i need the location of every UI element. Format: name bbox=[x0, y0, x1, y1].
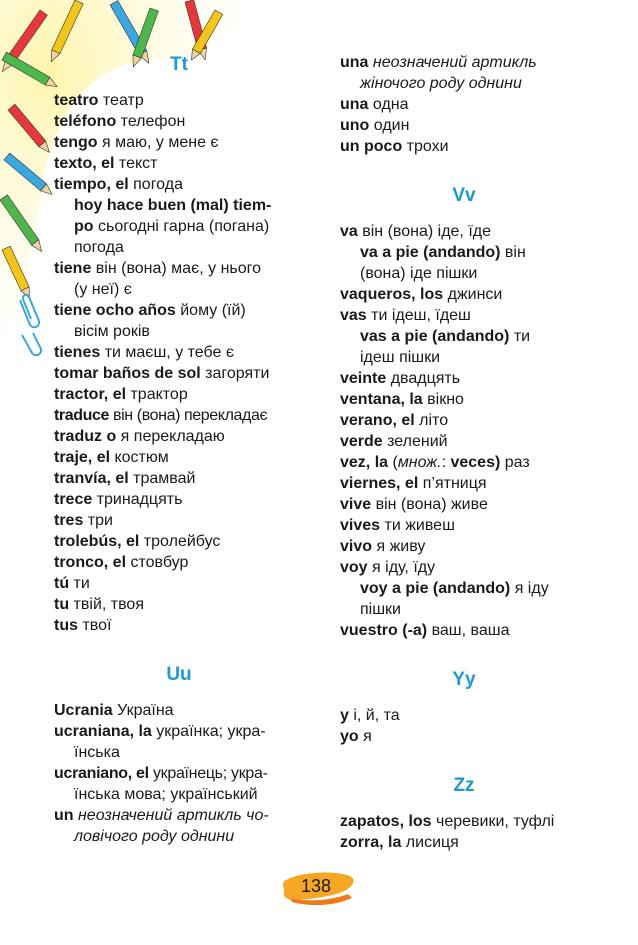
dictionary-subentry-cont: погода bbox=[74, 239, 124, 256]
letter-header-y: Yy bbox=[452, 669, 476, 690]
right-column bbox=[340, 52, 588, 853]
dictionary-entry-cont: їнська bbox=[74, 744, 120, 761]
dictionary-entry: zorra, la лисиця bbox=[340, 834, 459, 851]
dictionary-entry: traje, el костюм bbox=[54, 449, 169, 466]
dictionary-entry: vas ти ідеш, їдеш bbox=[340, 307, 471, 324]
dictionary-entry: tus твої bbox=[54, 617, 112, 634]
dictionary-entry: ventana, la вікно bbox=[340, 391, 464, 408]
dictionary-entry: tengo я маю, у мене є bbox=[54, 134, 219, 151]
letter-header-z: Zz bbox=[453, 775, 475, 796]
dictionary-entry: uno один bbox=[340, 117, 410, 134]
dictionary-entry: verde зелений bbox=[340, 433, 448, 450]
dictionary-subentry: va a pie (andando) він bbox=[360, 244, 526, 261]
dictionary-entry: tiene ocho años йому (їй) bbox=[54, 302, 246, 319]
dictionary-entry: tractor, el трактор bbox=[54, 386, 188, 403]
dictionary-subentry-cont: пішки bbox=[360, 601, 401, 618]
dictionary-entry: vuestro (-a) ваш, ваша bbox=[340, 622, 510, 639]
dictionary-entry: ucraniana, la українка; укра- bbox=[54, 723, 266, 740]
dictionary-entry: vivo я живу bbox=[340, 538, 426, 555]
left-column bbox=[54, 52, 304, 847]
paperclip-icon bbox=[20, 295, 41, 355]
dictionary-entry: viernes, el п’ятниця bbox=[340, 475, 487, 492]
dictionary-entry: trolebús, el тролейбус bbox=[54, 533, 221, 550]
dictionary-entry: trece тринадцять bbox=[54, 491, 183, 508]
dictionary-entry: texto, el текст bbox=[54, 155, 158, 172]
dictionary-entry: tomar baños de sol загоряти bbox=[54, 365, 270, 382]
dictionary-entry: tiene він (вона) має, у нього bbox=[54, 260, 262, 277]
dictionary-entry: traduz o я перекладаю bbox=[54, 428, 225, 445]
page-number bbox=[280, 868, 360, 908]
letter-header-t: Tt bbox=[170, 54, 188, 75]
dictionary-entry: zapatos, los черевики, туфлі bbox=[340, 813, 555, 830]
dictionary-entry: va він (вона) іде, їде bbox=[340, 223, 491, 240]
dictionary-entry-cont: (у неї) є bbox=[74, 281, 132, 298]
dictionary-entry: veinte двадцять bbox=[340, 370, 461, 387]
dictionary-entry: tú ти bbox=[54, 575, 90, 592]
dictionary-subentry: po сьогодні гарна (погана) bbox=[74, 218, 270, 235]
dictionary-entry: vez, la (множ.: veces) раз bbox=[340, 454, 530, 471]
dictionary-entry-cont: вісім років bbox=[74, 323, 150, 340]
dictionary-entry-cont: ловічого роду однини bbox=[74, 828, 235, 845]
dictionary-subentry: hoy hace buen (mal) tiem- bbox=[74, 197, 272, 214]
dictionary-entry: vives ти живеш bbox=[340, 517, 455, 534]
dictionary-entry: voy я іду, їду bbox=[340, 559, 436, 576]
dictionary-entry: vive він (вона) живе bbox=[340, 496, 488, 513]
letter-header-v: Vv bbox=[452, 185, 476, 206]
dictionary-entry: vaqueros, los джинси bbox=[340, 286, 503, 303]
dictionary-entry: ucraniano, el українець; укра- bbox=[54, 765, 268, 782]
dictionary-entry: tienes ти маєш, у тебе є bbox=[54, 344, 234, 361]
dictionary-entry: y і, й, та bbox=[340, 707, 400, 724]
dictionary-subentry: voy a pie (andando) я іду bbox=[360, 580, 549, 597]
dictionary-entry: tres три bbox=[54, 512, 113, 529]
dictionary-entry: Ucrania Україна bbox=[54, 702, 174, 719]
dictionary-entry: una неозначений артикль bbox=[340, 54, 537, 71]
dictionary-entry: tranvía, el трамвай bbox=[54, 470, 196, 487]
dictionary-entry-cont: жіночого роду однини bbox=[360, 75, 522, 92]
dictionary-entry: un неозначений артикль чо- bbox=[54, 807, 269, 824]
dictionary-entry: tiempo, el погода bbox=[54, 176, 183, 193]
dictionary-entry: yo я bbox=[340, 728, 372, 745]
dictionary-entry: tronco, el стовбур bbox=[54, 554, 189, 571]
letter-header-u: Uu bbox=[166, 664, 192, 685]
page-number-text: 138 bbox=[300, 876, 332, 896]
dictionary-entry: traduce він (вона) перекладає bbox=[54, 407, 268, 424]
dictionary-entry: tu твій, твоя bbox=[54, 596, 144, 613]
dictionary-entry: una одна bbox=[340, 96, 409, 113]
dictionary-subentry-cont: (вона) іде пішки bbox=[360, 265, 478, 282]
dictionary-entry: un poco трохи bbox=[340, 138, 449, 155]
dictionary-entry: teatro театр bbox=[54, 92, 144, 109]
dictionary-entry: teléfono телефон bbox=[54, 113, 186, 130]
dictionary-entry-cont: їнська мова; український bbox=[74, 786, 258, 803]
dictionary-entry: verano, el літо bbox=[340, 412, 449, 429]
dictionary-subentry-cont: ідеш пішки bbox=[360, 349, 441, 366]
dictionary-subentry: vas a pie (andando) ти bbox=[360, 328, 531, 345]
